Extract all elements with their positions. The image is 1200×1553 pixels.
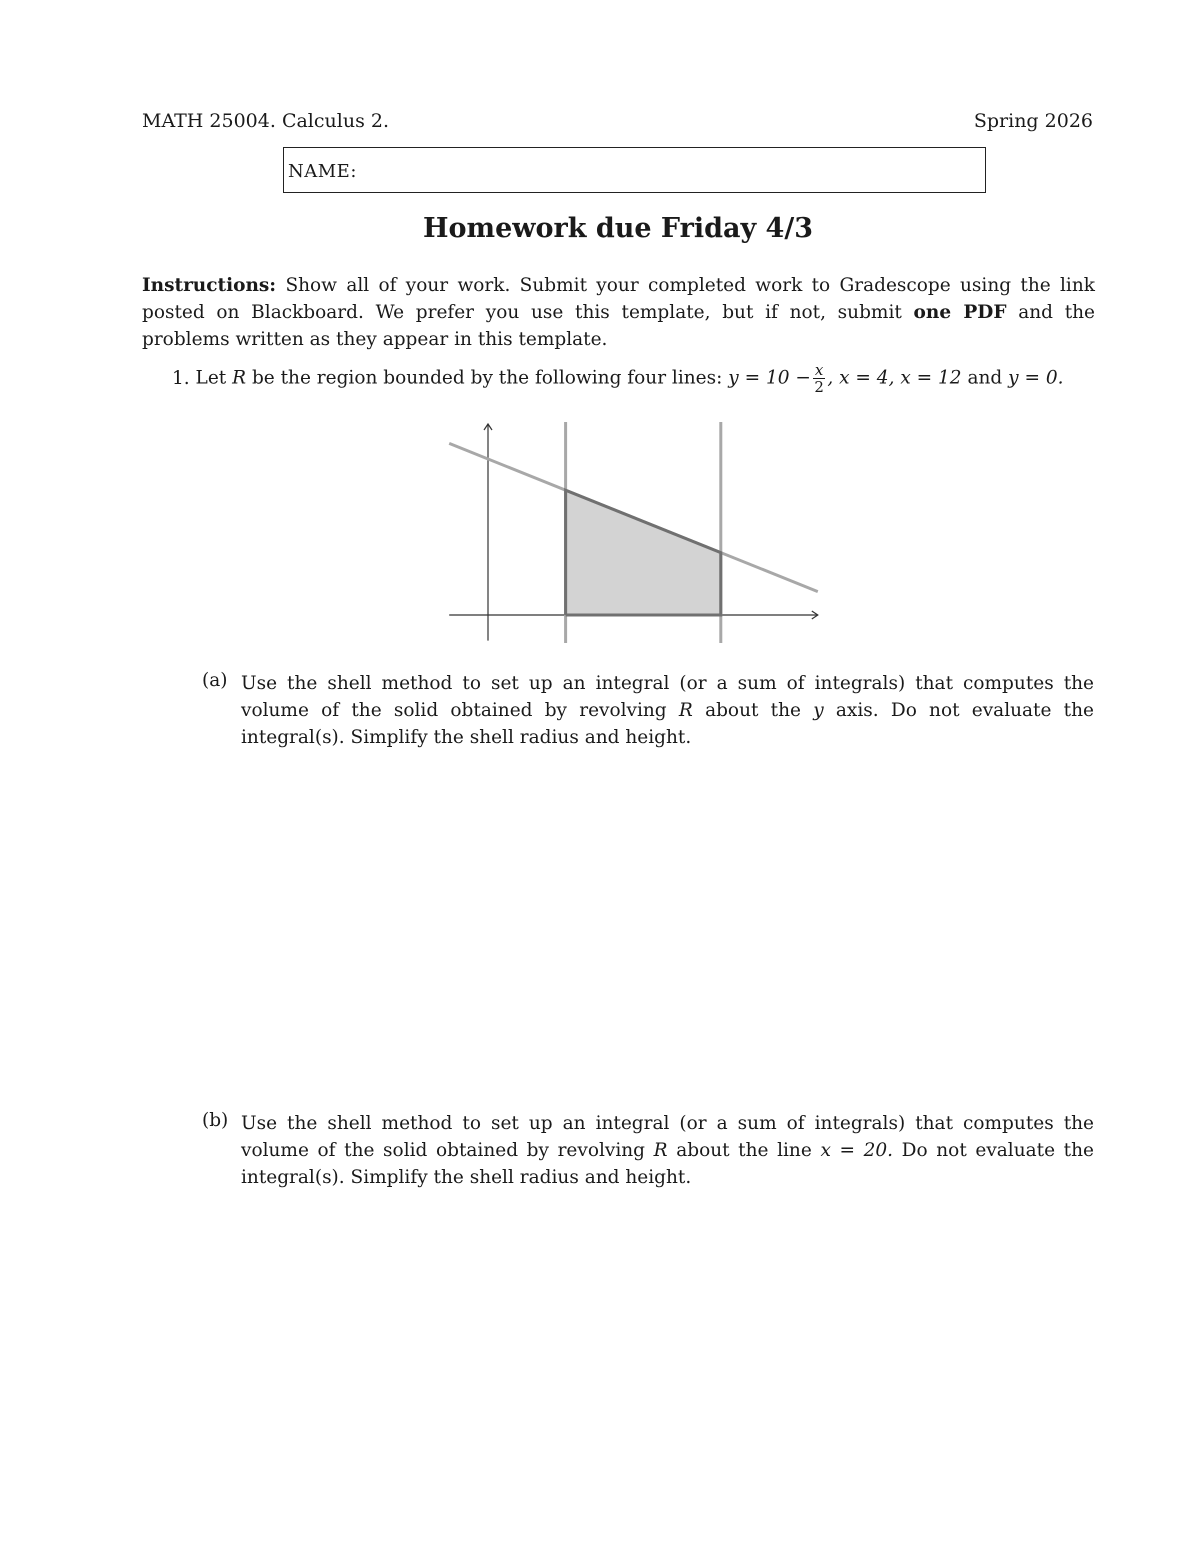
problem-lead: Let xyxy=(195,367,227,389)
equation-1-lhs: y = 10 − xyxy=(728,367,811,389)
fraction-x-over-2 xyxy=(813,362,825,395)
instructions-text-1: Show all of your work. Submit your completed work to Gradescope using the link posted on Blackboard. We prefer you use this template, but if not, submit xyxy=(142,275,1095,323)
part-b-text-2: about the line xyxy=(676,1140,812,1161)
problem-1-statement xyxy=(142,362,1102,395)
instructions-paragraph xyxy=(142,272,1095,353)
conjunction-and: and xyxy=(967,367,1003,389)
name-label: NAME: xyxy=(288,161,357,182)
part-a-text xyxy=(241,670,1094,751)
equation-2: , x = 4, x = 12 xyxy=(827,367,962,389)
part-b-label: (b) xyxy=(202,1110,229,1131)
instructions-emphasis: one PDF xyxy=(913,302,1007,323)
part-b-text-1: Use the shell method to set up an integral (or a sum of integrals) that computes the volume of the solid obtained by revolving xyxy=(241,1113,1094,1161)
instructions-label: Instructions: xyxy=(142,275,277,296)
page-title: Homework due Friday 4/3 xyxy=(422,213,813,244)
course-header: MATH 25004. Calculus 2. xyxy=(142,110,389,132)
problem-number: 1. xyxy=(172,367,190,389)
equation-3: y = 0. xyxy=(1008,367,1064,389)
fraction-numerator: x xyxy=(814,361,824,379)
part-b-region: R xyxy=(653,1140,668,1161)
instructions-text-2: and the problems written as they appear in this template. xyxy=(142,302,1095,350)
shaded-region xyxy=(566,490,721,615)
fraction-denominator: 2 xyxy=(814,378,824,396)
part-b-text-3: Do not evaluate the integral(s). Simplify the shell radius and height. xyxy=(241,1140,1094,1188)
problem-mid-text: be the region bounded by the following four lines: xyxy=(251,367,723,389)
part-a-text-3: axis. Do not evaluate the integral(s). Simplify the shell radius and height. xyxy=(241,700,1094,748)
name-field[interactable] xyxy=(283,147,986,193)
term-header: Spring 2026 xyxy=(973,110,1093,132)
part-b-text xyxy=(241,1110,1094,1191)
part-b-line-eq: x = 20. xyxy=(820,1140,894,1161)
part-a-text-1: Use the shell method to set up an integral (or a sum of integrals) that computes the volume of the solid obtained by revolving xyxy=(241,673,1094,721)
region-graph xyxy=(440,415,840,650)
part-a-axis-var: y xyxy=(813,700,824,721)
part-a-label: (a) xyxy=(202,670,228,691)
region-symbol: R xyxy=(232,367,247,389)
part-a-region: R xyxy=(678,700,693,721)
part-a-text-2: about the xyxy=(705,700,801,721)
